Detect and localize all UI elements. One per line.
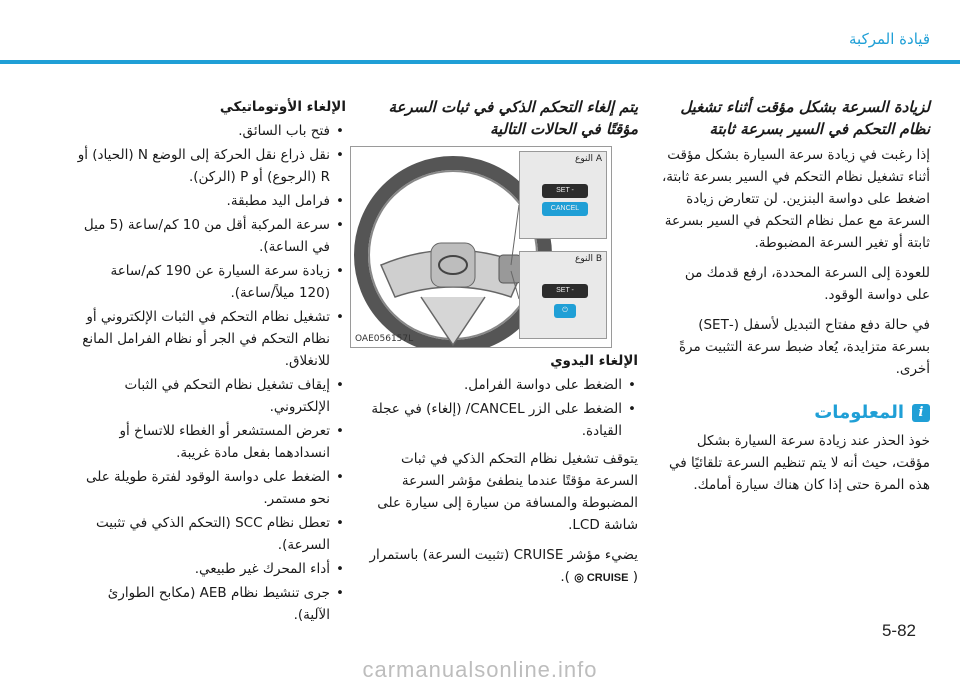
set-button-b: SET - [542,284,588,298]
info-icon: i [912,404,930,422]
left-bullet-12: • جرى تنشيط نظام AEB (مكابح الطوارئ الآلية). [76,582,346,626]
steering-wheel-figure [350,146,612,348]
cancel-power-button-b: ⏻ [554,304,576,318]
left-bullet-7: • إيقاف تشغيل نظام التحكم في الثبات الإلكتروني. [76,374,346,418]
left-bullet-1: • فتح باب السائق. [76,120,346,142]
middle-bullet-2: • الضغط على الزر CANCEL/ (إلغاء) في عجلة القيادة. [368,398,638,442]
left-bullet-10: • تعطل نظام SCC (التحكم الذكي في تثبيت السرعة). [76,512,346,556]
middle-bullet-1: • الضغط على دواسة الفرامل. [368,374,638,396]
inset-type-a [519,151,607,239]
info-header [660,402,930,424]
header-rule [0,60,960,64]
right-column [660,96,930,504]
left-bullet-11: • أداء المحرك غير طبيعي. [76,558,346,580]
middle-paragraph-1: يتوقف تشغيل نظام التحكم الذكي في ثبات السرعة مؤقتًا عندما ينطفئ مؤشر السرعة المضبوطة والمسافة من سيارة إلى سيارة على شاشة LCD. [377,451,638,533]
figure-code: OAE056157L [355,334,414,344]
right-paragraph-3: في حالة دفع مفتاح التبديل لأسفل (-SET) بسرعة متزايدة، يُعاد ضبط سرعة التثبيت مرةً أخرى. [678,317,930,377]
right-paragraph-1: إذا رغبت في زيادة سرعة السيارة بشكل مؤقت أثناء تشغيل نظام التحكم في السير بسرعة ثابتة، اضغط على دواسة البنزين. لن تتعارض زيادة السرعة مع عمل نظام التحكم في السير بسرعة ثابتة أو تغير السرعة المضبوطة. [661,147,930,251]
middle-paragraph-2 [368,544,638,589]
right-heading: لزيادة السرعة بشكل مؤقت أثناء تشغيل نظام التحكم في السير بسرعة ثابتة [680,98,930,138]
left-bullet-2: • نقل ذراع نقل الحركة إلى الوضع N (الحياد) أو R (الرجوع) أو P (الركن). [76,144,346,188]
info-text: خوذ الحذر عند زيادة سرعة السيارة بشكل مؤقت، حيث أنه لا يتم تنظيم السرعة تلقائيًا في هذه المرة حتى إذا كان هناك سيارة أمامك. [669,433,930,493]
middle-heading: يتم إلغاء التحكم الذكي في ثبات السرعة مؤقتًا في الحالات التالية [388,98,638,138]
middle-paragraph-2-end: ). [560,569,570,585]
middle-bullets [368,374,638,442]
left-bullet-5: • زيادة سرعة السيارة عن 190 كم/ساعة (120 ميلاً/ساعة). [76,260,346,304]
left-bullet-9: • الضغط على دواسة الوقود لفترة طويلة على نحو مستمر. [76,466,346,510]
header-title: قيادة المركبة [849,30,930,48]
left-bullet-8: • تعرض المستشعر أو الغطاء للاتساخ أو انسدادهما بفعل مادة غريبة. [76,420,346,464]
left-bullet-3: • فرامل اليد مطبقة. [76,190,346,212]
right-paragraph-2: للعودة إلى السرعة المحددة، ارفع قدمك من على دواسة الوقود. [684,265,930,303]
page-number: 5-82 [881,621,916,640]
inset-type-b [519,251,607,339]
left-column [76,96,346,628]
inset-a-label: النوع A [574,154,602,164]
left-bullets [76,120,346,626]
left-bullet-6: • تشغيل نظام التحكم في الثبات الإلكتروني أو نظام التحكم في الجر أو نظام الفرامل المانع للانغلاق. [76,306,346,372]
left-bullet-4: • سرعة المركبة أقل من 10 كم/ساعة (5 ميل في الساعة). [76,214,346,258]
cruise-symbol-text: CRUISE [586,572,629,584]
info-title: المعلومات [814,402,904,423]
middle-paragraph-2-text: يضيء مؤشر CRUISE (تثبيت السرعة) باستمرار ( [369,547,638,585]
middle-subhead: الإلغاء اليدوي [550,353,638,369]
inset-b-label: النوع B [574,254,602,264]
left-subhead: الإلغاء الأوتوماتيكي [219,99,346,115]
watermark: carmanualsonline.info [362,657,598,682]
cruise-indicator-icon: ◎ CRUISE [574,572,629,584]
cancel-button-a: CANCEL [542,202,588,216]
set-button-a: SET - [542,184,588,198]
